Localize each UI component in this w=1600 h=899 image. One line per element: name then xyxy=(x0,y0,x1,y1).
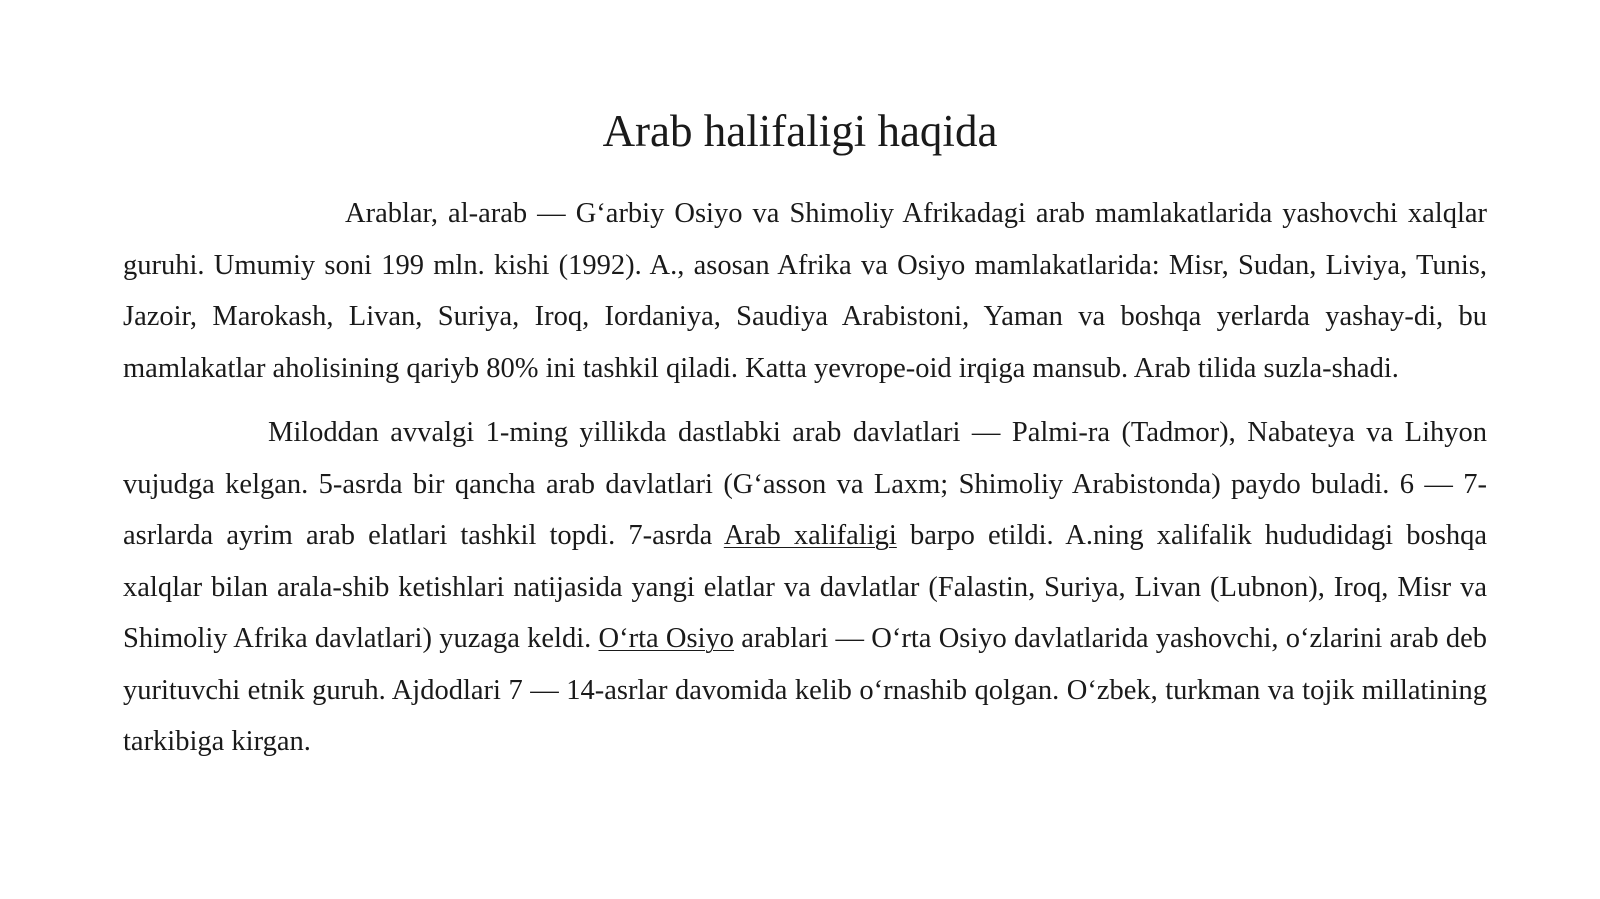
slide-title: Arab halifaligi haqida xyxy=(602,106,998,156)
arab-caliphate-link[interactable]: Arab xalifaligi xyxy=(723,520,897,551)
paragraph-arabs-overview: Arablar, al-arab — G‘arbiy Osiyo va Shimoliy Afrikadagi arab mamlakatlarida yashovchi xalqlar guruhi. Umumiy soni 199 mln. kishi (1992). A., asosan Afrika va Osiyo mamlakatlarida: Misr, Sudan, Liviya, Tunis, Jazoir, Marokash, Livan, Suriya, Iroq, Iordaniya, Saudiya Arabistoni, Yaman va boshqa yerlarda yashay-di, bu mamlakatlar aholisining qariyb 80% ini tashkil qiladi. Katta yevrope-oid irqiga mansub. Arab tilida suzla-shadi. xyxy=(123,198,1487,384)
central-asia-link[interactable]: O‘rta Osiyo xyxy=(598,623,735,654)
paragraph-text-segment: barpo etildi. A.ning xalifalik hududidagi boshqa xalqlar bilan arala-shib ketishlari natijasida yangi elatlar va davlatlar (Falastin, Suriya, Livan (Lubnon), Iroq, Misr va Shimoliy Afrika davlatlari) yuzaga keldi. xyxy=(123,520,1487,654)
slide-body xyxy=(123,188,1487,768)
paragraph-text-segment: arablari — O‘rta Osiyo davlatlarida yashovchi, o‘zlarini arab deb yurituvchi etnik guruh. Ajdodlari 7 — 14-asrlar davomida kelib o‘rnashib qolgan. O‘zbek, turkman va tojik millatining tarkibiga kirgan. xyxy=(123,623,1487,757)
paragraph-text-segment: Miloddan avvalgi 1-ming yillikda dastlabki arab davlatlari — Palmi-ra (Tadmor), Nabateya va Lihyon vujudga kelgan. 5-asrda bir qancha arab davlatlari (G‘asson va Laxm; Shimoliy Arabistonda) paydo buladi. 6 — 7-asrlarda ayrim arab elatlari tashkil topdi. 7-asrda xyxy=(123,417,1487,551)
paragraph-arab-states-history xyxy=(123,407,1487,768)
